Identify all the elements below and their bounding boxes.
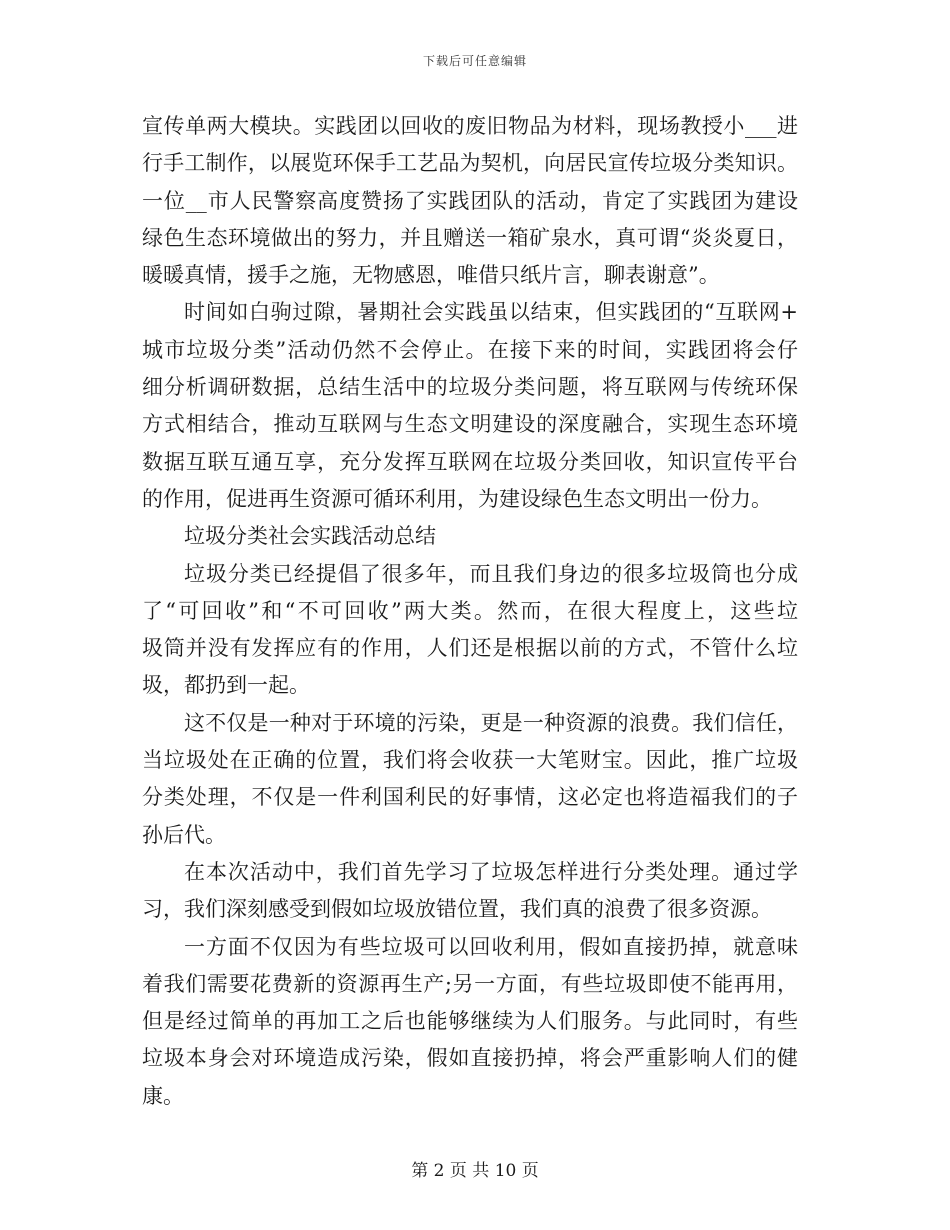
text-line: 这不仅是一种对于环境的污染，更是一种资源的浪费。我们信任， <box>184 710 798 735</box>
text-line: 细分析调研数据，总结生活中的垃圾分类问题，将互联网与传统环保 <box>142 375 798 400</box>
text-line: 垃圾分类已经提倡了很多年，而且我们身边的很多垃圾筒也分成 <box>184 561 798 586</box>
text-line: 孙后代。 <box>142 822 226 847</box>
text-line: 习，我们深刻感受到假如垃圾放错位置，我们真的浪费了很多资源。 <box>142 897 772 922</box>
text-line: 时间如白驹过隙，暑期社会实践虽以结束，但实践团的“互联网+ <box>184 300 798 325</box>
text-line: 但是经过简单的再加工之后也能够继续为人们服务。与此同时，有些 <box>142 1009 798 1034</box>
text-line: 城市垃圾分类”活动仍然不会停止。在接下来的时间，实践团将会仔 <box>142 337 798 362</box>
text-line: 宣传单两大模块。实践团以回收的废旧物品为材料，现场教授小___进 <box>142 114 798 138</box>
page-header: 下载后可任意编辑 <box>422 54 527 68</box>
text-line: 分类处理，不仅是一件利国利民的好事情，这必定也将造福我们的子 <box>142 785 798 810</box>
text-line: 暖暖真情，援手之施，无物感恩，唯借只纸片言，聊表谢意”。 <box>142 263 720 288</box>
document-body <box>142 108 798 1115</box>
text-line: 数据互联互通互享，充分发挥互联网在垃圾分类回收，知识宣传平台 <box>142 449 798 474</box>
text-line: 当垃圾处在正确的位置，我们将会收获一大笔财宝。因此，推广垃圾 <box>142 748 798 773</box>
page-number: 第 2 页 共 10 页 <box>411 1161 539 1181</box>
text-line: 一位__市人民警察高度赞扬了实践团队的活动，肯定了实践团为建设 <box>142 188 798 213</box>
text-line: 康。 <box>142 1083 184 1108</box>
text-line: 圾，都扔到一起。 <box>142 673 310 698</box>
text-line: 行手工制作，以展览环保手工艺品为契机，向居民宣传垃圾分类知识。 <box>142 151 798 176</box>
section-heading: 垃圾分类社会实践活动总结 <box>184 524 436 549</box>
text-line: 圾筒并没有发挥应有的作用，人们还是根据以前的方式，不管什么垃 <box>142 636 798 661</box>
text-line: 在本次活动中，我们首先学习了垃圾怎样进行分类处理。通过学 <box>184 859 798 884</box>
text-line: 绿色生态环境做出的努力，并且赠送一箱矿泉水，真可谓“炎炎夏日， <box>142 225 798 250</box>
text-line: 垃圾本身会对环境造成污染，假如直接扔掉，将会严重影响人们的健 <box>142 1046 798 1071</box>
text-line: 一方面不仅因为有些垃圾可以回收利用，假如直接扔掉，就意味 <box>184 934 798 959</box>
text-line: 方式相结合，推动互联网与生态文明建设的深度融合，实现生态环境 <box>142 412 798 437</box>
text-line: 的作用，促进再生资源可循环利用，为建设绿色生态文明出一份力。 <box>142 486 772 511</box>
text-line: 着我们需要花费新的资源再生产;另一方面，有些垃圾即使不能再用， <box>142 971 798 996</box>
text-line: 了“可回收”和“不可回收”两大类。然而，在很大程度上，这些垃 <box>142 598 798 623</box>
